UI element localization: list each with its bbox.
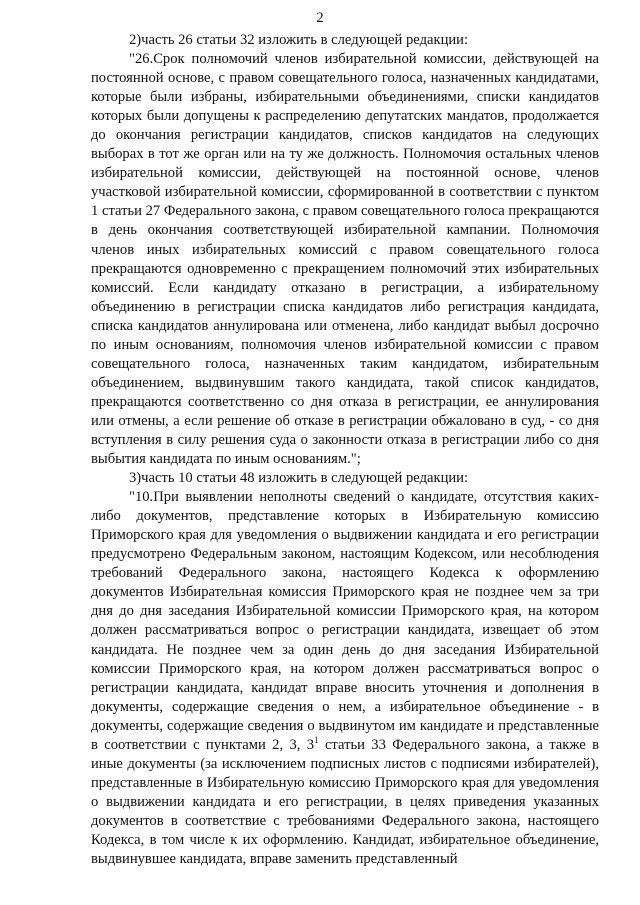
amendment-heading-3: 3)часть 10 статьи 48 изложить в следующей редакции: [129,470,469,487]
superscript-marker: 1 [314,734,319,745]
amendment-text-part-10 [91,488,599,869]
part-10-text-after: статьи 33 Федерального закона, а также в иные документы (за исключением подписных листов с подписями избирателей), представленные в Избирательную комиссию Приморского края для уведомления о выдвижении кандидата и его регистрации, в целях приведения указанных документов в соответствие с требованиями Федерального закона, настоящего Кодекса, в том числе к их оформлению. Кандидат, избирательное объединение, выдвинувшее кандидата, вправе заменить представленный [91,736,599,868]
amendment-heading-2: 2)часть 26 статьи 32 изложить в следующей редакции: [129,32,469,48]
part-10-text-before: "10.При выявлении неполноты сведений о кандидате, отсутствия каких-либо документов, представление которых в Избирательную комиссию Приморского края для уведомления о выдвижении кандидата и его регистрации предусмотрено Федеральным законом, настоящим Кодексом, или несоблюдения требований Федерального закона, настоящего Кодекса к оформлению документов Избирательная комиссия Приморского края не позднее чем за три дня до дня заседания Избирательной комиссии Приморского края, на котором должен рассматриваться вопрос о регистрации кандидата, извещает об этом кандидата. Не позднее чем за один день до дня заседания Избирательной комиссии Приморского края, на котором должен рассматриваться вопрос о регистрации кандидата, кандидат вправе вносить уточнения и дополнения в документы, содержащие сведения о нем, а избирательное объединение - в документы, содержащие сведения о выдвинутом им кандидате и представленные в соответствии с пунктами 2, 3, 3 [91,489,599,753]
page-number: 2 [316,10,324,26]
amendment-text-part-26: "26.Срок полномочий членов избирательной комиссии, действующей на постоянной основе, с правом совещательного голоса, назначенных кандидатами, которые были избраны, избирательными объединениями, списки кандидатов которых были допущены к распределению депутатских мандатов, продолжается до окончания регистрации кандидатов, списков кандидатов на следующих выборах в тот же орган или на ту же должность. Полномочия остальных членов избирательной комиссии, действующей на постоянной основе, членов участковой избирательной комиссии, сформированной в соответствии с пунктом 1 статьи 27 Федерального закона, с правом совещательного голоса прекращаются в день окончания соответствующей избирательной кампании. Полномочия членов иных избирательных комиссий с правом совещательного голоса прекращаются одновременно с прекращением полномочий этих избирательных комиссий. Если кандидату отказано в регистрации, а избирательному объединению в регистрации списка кандидатов либо регистрация кандидата, списка кандидатов аннулирована или отменена, либо кандидат выбыл досрочно по иным основаниям, полномочия членов избирательной комиссии с правом совещательного голоса, назначенных таким кандидатом, избирательным объединением, выдвинувшим такого кандидата, такой список кандидатов, прекращаются соответственно со дня отказа в регистрации, ее аннулирования или отмены, а если решение об отказе в регистрации обжаловано в суд, - со дня вступления в силу решения суда о законности отказа в регистрации либо со дня выбытия кандидата по иным основаниям."; [91,51,599,468]
document-body [91,31,599,869]
